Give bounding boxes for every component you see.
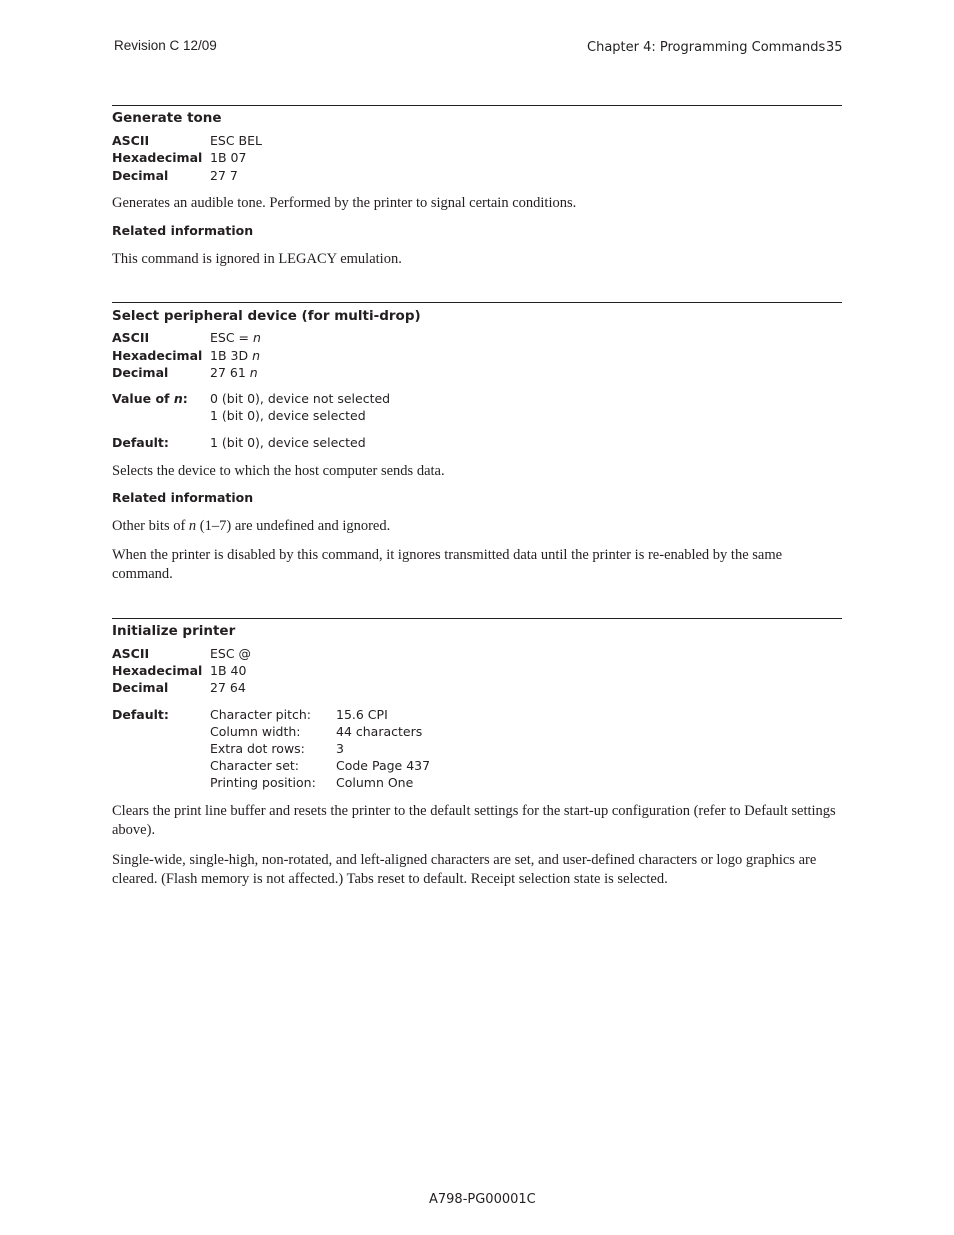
decimal-value: 27 64 <box>210 680 246 695</box>
default-label: Default: <box>112 435 169 450</box>
default-setting-value: 3 <box>336 741 344 756</box>
hex-value: 1B 40 <box>210 663 247 678</box>
hex-label: Hexadecimal <box>112 348 203 363</box>
related-info-title: Related information <box>112 490 254 505</box>
chapter-title: Chapter 4: Programming Commands <box>587 40 826 55</box>
section-title: Generate tone <box>112 110 222 126</box>
section-divider <box>112 105 842 106</box>
value-of-n-label: Value of n: <box>112 391 188 406</box>
revision-label: Revision C 12/09 <box>114 38 217 53</box>
default-setting-name: Column width: <box>210 724 301 739</box>
default-setting-value: Column One <box>336 775 414 790</box>
related-info-text: When the printer is disabled by this command, it ignores transmitted data until the printer is re-enabled by the same command. <box>112 547 783 582</box>
default-setting-value: 44 characters <box>336 724 423 739</box>
value-line: 1 (bit 0), device selected <box>210 408 366 423</box>
ascii-label: ASCII <box>112 330 150 345</box>
description: Selects the device to which the host computer sends data. <box>112 463 445 479</box>
hex-value: 1B 07 <box>210 150 247 165</box>
ascii-value: ESC = n <box>210 330 261 345</box>
decimal-label: Decimal <box>112 168 169 183</box>
ascii-label: ASCII <box>112 133 150 148</box>
related-info-text: This command is ignored in LEGACY emulation. <box>112 251 402 267</box>
related-info-text: Other bits of n (1–7) are undefined and ignored. <box>112 518 391 534</box>
default-setting-name: Character set: <box>210 758 300 773</box>
default-setting-name: Printing position: <box>210 775 316 790</box>
ascii-value: ESC BEL <box>210 133 262 148</box>
section-divider <box>112 302 842 303</box>
description: Generates an audible tone. Performed by the printer to signal certain conditions. <box>112 195 577 211</box>
decimal-value: 27 61 n <box>210 365 258 380</box>
default-setting-value: 15.6 CPI <box>336 707 388 722</box>
default-setting-value: Code Page 437 <box>336 758 431 773</box>
ascii-label: ASCII <box>112 646 150 661</box>
section-divider <box>112 618 842 619</box>
related-info-title: Related information <box>112 223 254 238</box>
description: Clears the print line buffer and resets the printer to the default settings for the start-up configuration (refer to Default settings above). <box>112 803 836 838</box>
decimal-label: Decimal <box>112 365 169 380</box>
section-title: Select peripheral device (for multi-drop) <box>112 308 421 324</box>
hex-label: Hexadecimal <box>112 663 203 678</box>
decimal-value: 27 7 <box>210 168 238 183</box>
value-line: 0 (bit 0), device not selected <box>210 391 391 406</box>
default-setting-name: Character pitch: <box>210 707 312 722</box>
hex-label: Hexadecimal <box>112 150 203 165</box>
default-value: 1 (bit 0), device selected <box>210 435 366 450</box>
page-number: 35 <box>826 40 843 55</box>
ascii-value: ESC @ <box>210 646 252 661</box>
hex-value: 1B 3D n <box>210 348 260 363</box>
default-setting-name: Extra dot rows: <box>210 741 305 756</box>
default-label: Default: <box>112 707 169 722</box>
document-number: A798-PG00001C <box>429 1192 536 1207</box>
description: Single-wide, single-high, non-rotated, and left-aligned characters are set, and user-defined characters or logo graphics are cleared. (Flash memory is not affected.) Tabs reset to default. Receipt selection state is selected. <box>112 852 817 887</box>
decimal-label: Decimal <box>112 680 169 695</box>
section-title: Initialize printer <box>112 623 236 639</box>
